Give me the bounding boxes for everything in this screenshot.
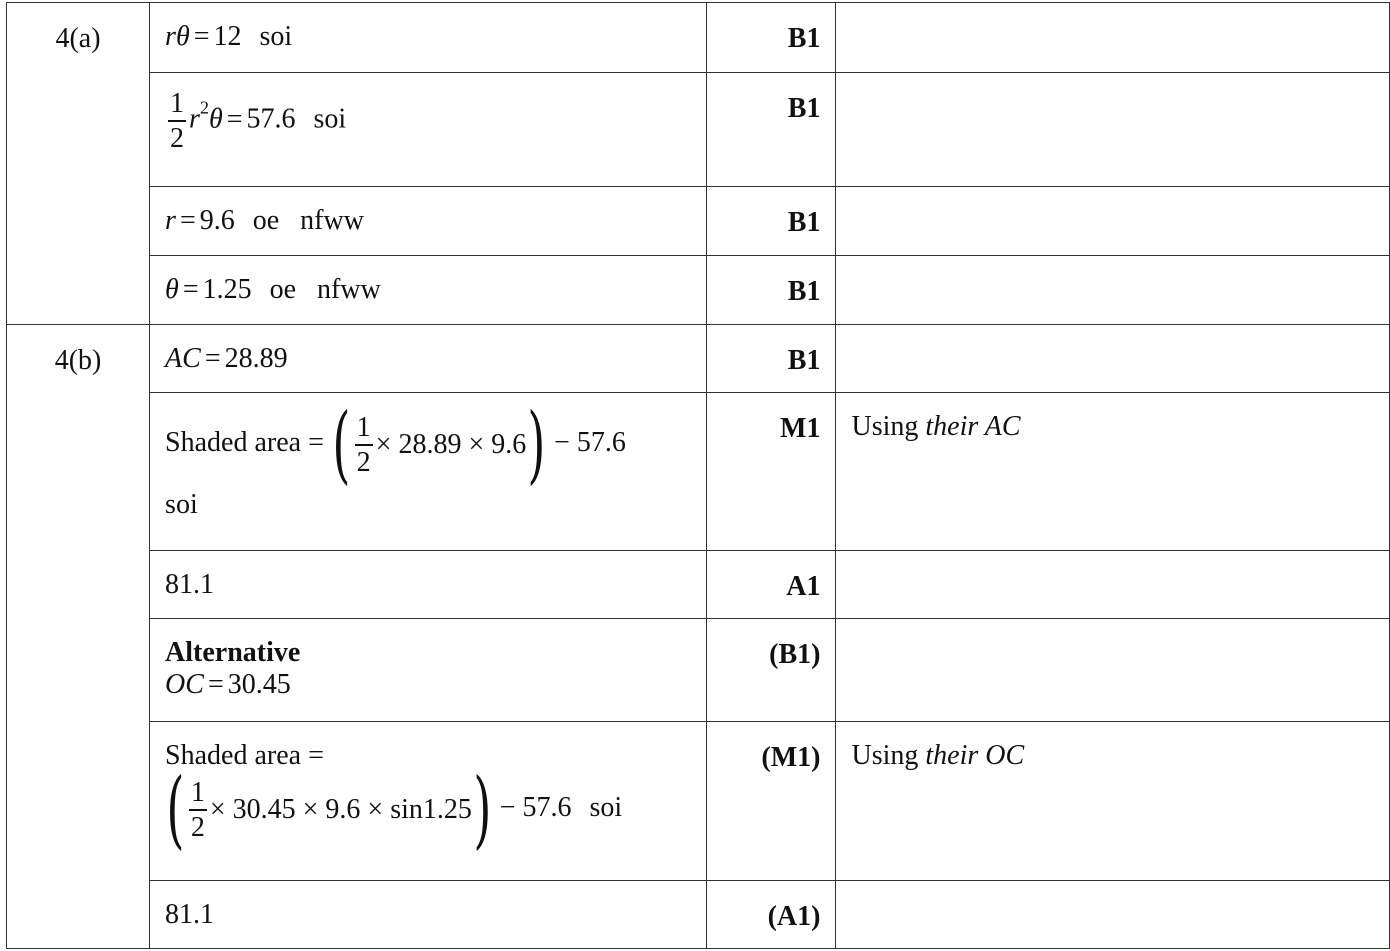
answer-cell: 81.1 xyxy=(150,881,707,949)
guidance-cell xyxy=(836,393,1390,551)
answer-variable: rθ xyxy=(165,21,190,52)
bracketed-expression: ( $\frac{1}{2}$ × 28.89 × 9.6 ) xyxy=(332,395,546,493)
bracketed-expression: ( $\frac{1}{2}$ × 30.45 × 9.6 × sin1.25 ) xyxy=(166,760,492,858)
table-row xyxy=(7,881,1390,949)
guidance-italic: their AC xyxy=(925,411,1021,442)
answer-value: 28.89 xyxy=(224,343,288,374)
answer-suffix: − 57.6 xyxy=(499,792,572,824)
alternative-heading: Alternative xyxy=(165,637,301,668)
table-row xyxy=(7,256,1390,325)
mark-scheme-table xyxy=(6,2,1390,949)
table-row xyxy=(7,551,1390,619)
mark-cell: B1 xyxy=(706,3,836,73)
table-row xyxy=(7,3,1390,73)
exponent: 2 xyxy=(199,97,209,118)
answer-cell: θ = 1.25 oe nfww xyxy=(150,256,707,325)
mark-cell: (M1) xyxy=(706,722,836,881)
mark-cell: M1 xyxy=(706,393,836,551)
answer-variable: AC xyxy=(165,343,201,374)
mark-cell: B1 xyxy=(706,187,836,256)
table-row xyxy=(7,73,1390,187)
answer-prefix: Shaded area = xyxy=(165,427,324,459)
guidance-cell xyxy=(836,325,1390,393)
answer-variable: r xyxy=(189,103,200,135)
answer-cell: rθ = 12 soi xyxy=(150,3,707,73)
answer-cell: Alternative OC = 30.45 xyxy=(150,619,707,722)
fraction: $\frac{1}{2}$ xyxy=(190,776,205,843)
answer-suffix: − 57.6 xyxy=(554,427,626,459)
guidance-cell xyxy=(836,73,1390,187)
answer-value: 12 xyxy=(213,21,242,52)
table-row xyxy=(7,325,1390,393)
answer-cell: AC = 28.89 xyxy=(150,325,707,393)
table-row xyxy=(7,393,1390,551)
mark-cell: A1 xyxy=(706,551,836,619)
answer-variable: θ xyxy=(165,274,179,305)
answer-note: oe nfww xyxy=(269,274,381,305)
answer-note: oe nfww xyxy=(252,205,364,236)
fraction: $\frac{1}{2}$ xyxy=(170,88,185,154)
guidance-italic: their OC xyxy=(925,740,1025,771)
guidance-text: Using xyxy=(851,740,919,771)
guidance-cell xyxy=(836,256,1390,325)
answer-cell: r = 9.6 oe nfww xyxy=(150,187,707,256)
answer-value: 30.45 xyxy=(227,669,291,700)
question-number-cell xyxy=(7,325,150,949)
guidance-cell xyxy=(836,722,1390,881)
answer-cell xyxy=(150,722,707,881)
guidance-cell xyxy=(836,187,1390,256)
answer-note: soi xyxy=(165,488,198,520)
product: × 30.45 × 9.6 × sin1.25 xyxy=(209,793,472,825)
answer-variable: r xyxy=(165,205,176,236)
answer-value: 1.25 xyxy=(202,274,252,305)
fraction: $\frac{1}{2}$ xyxy=(356,411,371,478)
table-row xyxy=(7,722,1390,881)
answer-variable: OC xyxy=(165,669,204,700)
mark-cell: (A1) xyxy=(706,881,836,949)
answer-prefix: Shaded area = xyxy=(165,740,324,771)
table-row xyxy=(7,619,1390,722)
question-number-cell xyxy=(7,3,150,325)
answer-value: 9.6 xyxy=(199,205,235,236)
answer-note: soi xyxy=(589,792,623,824)
answer-cell: 81.1 xyxy=(150,551,707,619)
question-number: 4(a) xyxy=(55,23,101,54)
mark-cell: B1 xyxy=(706,73,836,187)
answer-variable-theta: θ xyxy=(208,103,223,135)
answer-note: soi xyxy=(259,21,293,52)
answer-note: soi xyxy=(313,103,347,135)
guidance-cell xyxy=(836,3,1390,73)
mark-cell: (B1) xyxy=(706,619,836,722)
product: × 28.89 × 9.6 xyxy=(375,428,527,460)
question-number: 4(b) xyxy=(54,345,102,376)
mark-cell: B1 xyxy=(706,256,836,325)
answer-value: 57.6 xyxy=(246,103,296,135)
guidance-cell xyxy=(836,881,1390,949)
table-row xyxy=(7,187,1390,256)
mark-cell: B1 xyxy=(706,325,836,393)
guidance-cell xyxy=(836,551,1390,619)
guidance-cell xyxy=(836,619,1390,722)
guidance-text: Using xyxy=(851,411,919,442)
answer-cell xyxy=(150,393,707,551)
answer-cell: $\frac{1}{2}$ $r^2\theta = 57.6$ soi xyxy=(150,73,707,187)
